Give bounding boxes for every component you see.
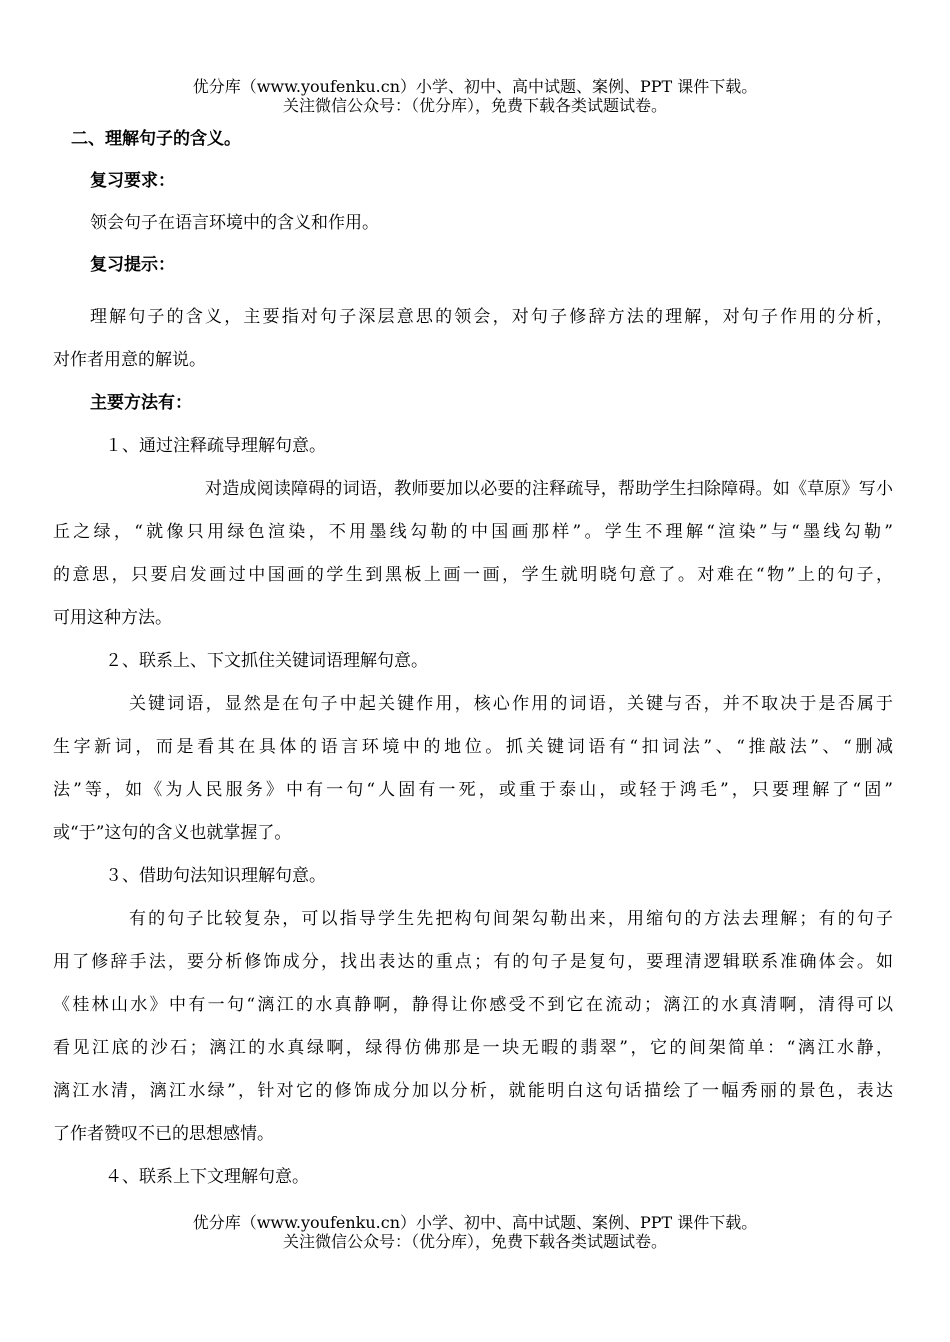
method-3-line: 看见江底的沙石；漓江的水真绿啊，绿得仿佛那是一块无暇的翡翠”，它的间架简单：“漓江水静， [53, 1038, 893, 1058]
method-4-title: ４、联系上下文理解句意。 [105, 1167, 309, 1187]
review-tip-label: 复习提示： [90, 255, 175, 275]
method-2-line: 或“于”这句的含义也就掌握了。 [53, 823, 292, 843]
method-1-line: 的意思，只要启发画过中国画的学生到黑板上画一画，学生就明晓句意了。对难在“物”上的句子， [53, 565, 893, 585]
method-1-line: 对造成阅读障碍的词语，教师要加以必要的注释疏导，帮助学生扫除障碍。如《草原》写小 [205, 479, 893, 499]
review-tip-line: 理解句子的含义，主要指对句子深层意思的领会，对句子修辞方法的理解，对句子作用的分析， [90, 307, 893, 327]
document-body [53, 123, 893, 1199]
method-1-body [53, 468, 893, 640]
methods-list [53, 425, 893, 1199]
method-2-body [53, 683, 893, 855]
method-3-line: 有的句子比较复杂，可以指导学生先把构句间架勾勒出来，用缩句的方法去理解；有的句子 [129, 909, 893, 929]
method-1-title: １、通过注释疏导理解句意。 [105, 436, 326, 456]
page-header [0, 77, 950, 115]
section-title: 二、理解句子的含义。 [71, 129, 241, 149]
header-line-2: 关注微信公众号：（优分库），免费下载各类试题试卷。 [282, 96, 667, 115]
methods-label: 主要方法有： [90, 393, 192, 413]
method-3-body [53, 898, 893, 1156]
method-2-line: 生字新词，而是看其在具体的语言环境中的地位。抓关键词语有“扣词法”、“推敲法”、“删减 [53, 737, 893, 757]
method-1-line: 丘之绿，“就像只用绿色渲染，不用墨线勾勒的中国画那样”。学生不理解“渲染”与“墨线勾勒” [53, 522, 893, 542]
review-requirement-label: 复习要求： [90, 171, 175, 191]
method-3-line: 《桂林山水》中有一句“漓江的水真静啊，静得让你感受不到它在流动；漓江的水真清啊，清得可以 [53, 995, 893, 1015]
footer-line-2: 关注微信公众号：（优分库），免费下载各类试题试卷。 [282, 1232, 667, 1251]
footer-line-1: 优分库（www.youfenku.cn）小学、初中、高中试题、案例、PPT 课件下载。 [192, 1213, 758, 1232]
method-2-line: 法”等，如《为人民服务》中有一句“人固有一死，或重于泰山，或轻于鸿毛”，只要理解了“固” [53, 780, 893, 800]
page-footer [0, 1213, 950, 1251]
method-3-line: 用了修辞手法，要分析修饰成分，找出表达的重点；有的句子是复句，要理清逻辑联系准确体会。如 [53, 952, 893, 972]
method-3-line: 了作者赞叹不已的思想感情。 [53, 1124, 274, 1144]
review-tip-line: 对作者用意的解说。 [53, 350, 206, 370]
method-1-line: 可用这种方法。 [53, 608, 172, 628]
method-3-line: 漓江水清，漓江水绿”，针对它的修饰成分加以分析，就能明白这句话描绘了一幅秀丽的景色，表达 [53, 1081, 893, 1101]
method-2-line: 关键词语，显然是在句子中起关键作用，核心作用的词语，关键与否，并不取决于是否属于 [129, 694, 893, 714]
header-line-1: 优分库（www.youfenku.cn）小学、初中、高中试题、案例、PPT 课件下载。 [192, 77, 758, 96]
review-requirement-text: 领会句子在语言环境中的含义和作用。 [90, 213, 379, 233]
method-2-title: ２、联系上、下文抓住关键词语理解句意。 [105, 651, 428, 671]
method-3-title: ３、借助句法知识理解句意。 [105, 866, 326, 886]
review-tip-paragraph [53, 296, 893, 382]
